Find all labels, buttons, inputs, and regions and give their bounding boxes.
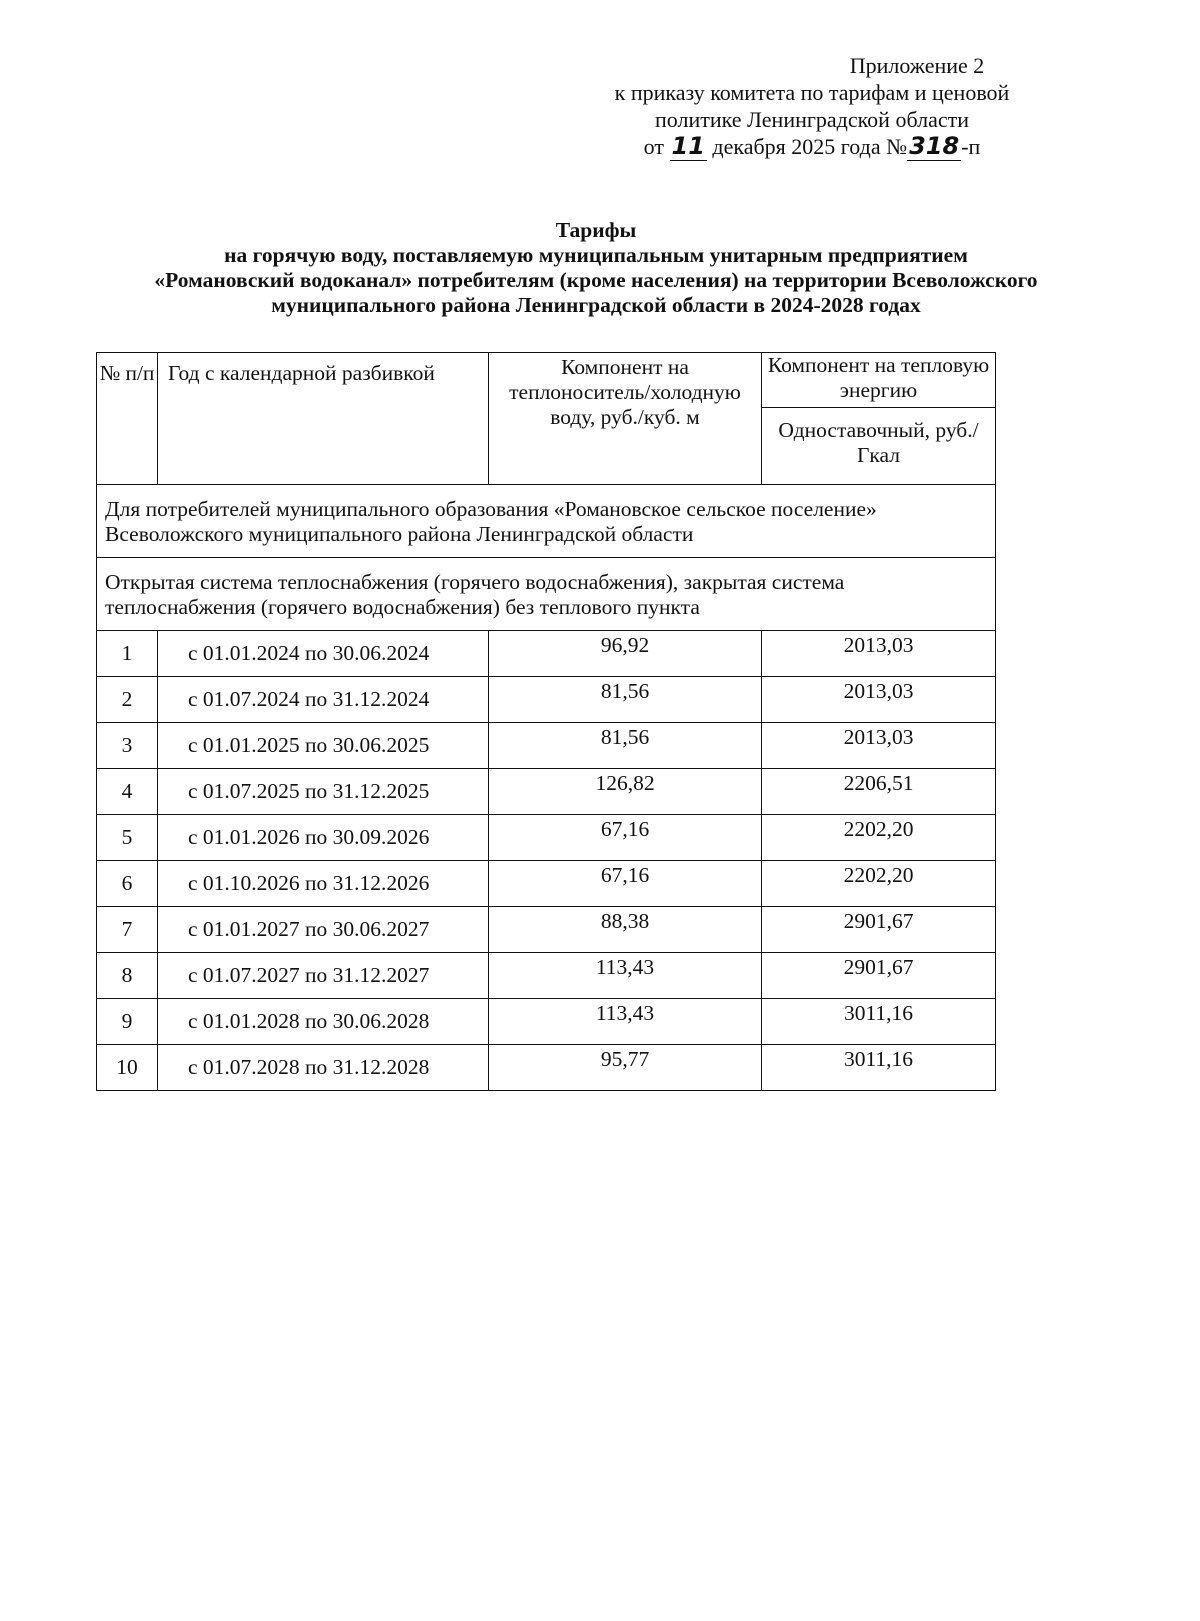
row-water-tariff xyxy=(489,907,762,953)
row-number-text: 9 xyxy=(121,1009,133,1033)
table-row xyxy=(97,999,996,1045)
row-period xyxy=(158,999,489,1045)
row-period xyxy=(158,1045,489,1091)
table-row xyxy=(97,815,996,861)
document-title xyxy=(96,218,1096,318)
row-period-text: с 01.01.2027 по 30.06.2027 xyxy=(188,917,430,941)
row-number-text: 5 xyxy=(121,825,133,849)
row-number xyxy=(97,1045,158,1091)
row-water-tariff-text: 81,56 xyxy=(600,679,650,703)
row-number xyxy=(97,769,158,815)
appendix-title: Приложение 2 xyxy=(849,53,985,78)
row-heat-tariff xyxy=(762,815,996,861)
row-heat-tariff xyxy=(762,907,996,953)
row-period xyxy=(158,953,489,999)
title-heading: Тарифы xyxy=(555,218,637,242)
row-water-tariff xyxy=(489,769,762,815)
row-period-text: с 01.07.2027 по 31.12.2027 xyxy=(188,963,430,987)
row-heat-tariff-text: 2202,20 xyxy=(843,863,914,887)
row-heat-tariff xyxy=(762,677,996,723)
row-heat-tariff-text: 3011,16 xyxy=(843,1047,914,1071)
row-heat-tariff-text: 2901,67 xyxy=(843,909,914,933)
row-period xyxy=(158,769,489,815)
row-number-text: 3 xyxy=(121,733,133,757)
row-heat-tariff-text: 2206,51 xyxy=(843,771,914,795)
row-number-text: 6 xyxy=(121,871,133,895)
table-row xyxy=(97,1045,996,1091)
row-period-text: с 01.07.2024 по 31.12.2024 xyxy=(188,687,430,711)
row-water-tariff-text: 96,92 xyxy=(600,633,650,657)
row-period-text: с 01.01.2028 по 30.06.2028 xyxy=(188,1009,430,1033)
row-number xyxy=(97,631,158,677)
row-number-text: 2 xyxy=(121,687,133,711)
row-number xyxy=(97,861,158,907)
row-water-tariff xyxy=(489,999,762,1045)
row-period-text: с 01.07.2028 по 31.12.2028 xyxy=(188,1055,430,1079)
row-heat-tariff-text: 2013,03 xyxy=(843,679,914,703)
table-row xyxy=(97,953,996,999)
row-period-text: с 01.01.2024 по 30.06.2024 xyxy=(188,641,430,665)
date-prefix: от xyxy=(643,134,664,159)
row-water-tariff xyxy=(489,953,762,999)
handwritten-day: 11 xyxy=(671,132,705,160)
row-number xyxy=(97,815,158,861)
row-period xyxy=(158,677,489,723)
table-row xyxy=(97,861,996,907)
row-water-tariff-text: 67,16 xyxy=(600,817,650,841)
section-system-type: Открытая система теплоснабжения (горячего водоснабжения), закрытая система теплоснабжения (горячего водоснабжения) без теплового пункта xyxy=(97,558,996,631)
row-water-tariff-text: 113,43 xyxy=(595,1001,655,1025)
appendix-line-2: к приказу комитета по тарифам и ценовой xyxy=(614,80,1010,105)
appendix-header xyxy=(552,52,1072,160)
row-period-text: с 01.07.2025 по 31.12.2025 xyxy=(188,779,430,803)
tariff-rows xyxy=(97,631,996,1091)
header-number: № п/п xyxy=(97,353,158,485)
title-line-1: на горячую воду, поставляемую муниципальным унитарным предприятием xyxy=(224,243,968,267)
row-water-tariff-text: 81,56 xyxy=(600,725,650,749)
row-heat-tariff-text: 3011,16 xyxy=(843,1001,914,1025)
row-heat-tariff xyxy=(762,861,996,907)
table-row xyxy=(97,907,996,953)
appendix-date-line xyxy=(552,133,1072,160)
row-number-text: 8 xyxy=(121,963,133,987)
row-heat-tariff-text: 2202,20 xyxy=(843,817,914,841)
row-heat-tariff xyxy=(762,631,996,677)
row-heat-tariff xyxy=(762,1045,996,1091)
table-header-row xyxy=(97,353,996,408)
row-water-tariff xyxy=(489,815,762,861)
header-heat-component: Компонент на тепловую энергию xyxy=(762,353,996,408)
row-water-tariff-text: 88,38 xyxy=(600,909,650,933)
row-number xyxy=(97,677,158,723)
row-water-tariff-text: 95,77 xyxy=(600,1047,650,1071)
row-water-tariff xyxy=(489,861,762,907)
row-period-text: с 01.01.2025 по 30.06.2025 xyxy=(188,733,430,757)
row-heat-tariff-text: 2013,03 xyxy=(843,725,914,749)
row-water-tariff xyxy=(489,631,762,677)
date-middle: декабря 2025 года № xyxy=(712,134,908,159)
row-water-tariff xyxy=(489,1045,762,1091)
row-number xyxy=(97,907,158,953)
row-period xyxy=(158,631,489,677)
table-row xyxy=(97,723,996,769)
title-line-2: «Романовский водоканал» потребителям (кроме населения) на территории Всеволожского xyxy=(154,268,1038,292)
row-heat-tariff-text: 2901,67 xyxy=(843,955,914,979)
header-heat-single-rate: Одноставочный, руб./Гкал xyxy=(762,408,996,485)
row-period-text: с 01.01.2026 по 30.09.2026 xyxy=(188,825,430,849)
row-heat-tariff xyxy=(762,769,996,815)
row-water-tariff-text: 126,82 xyxy=(595,771,655,795)
row-number-text: 10 xyxy=(116,1055,138,1079)
table-row xyxy=(97,677,996,723)
row-period xyxy=(158,723,489,769)
row-number xyxy=(97,999,158,1045)
title-line-3: муниципального района Ленинградской области в 2024-2028 годах xyxy=(271,293,921,317)
appendix-line-3: политике Ленинградской области xyxy=(654,107,969,132)
table-row xyxy=(97,631,996,677)
row-heat-tariff xyxy=(762,999,996,1045)
row-water-tariff-text: 113,43 xyxy=(595,955,655,979)
row-period-text: с 01.10.2026 по 31.12.2026 xyxy=(188,871,430,895)
row-period xyxy=(158,815,489,861)
row-water-tariff xyxy=(489,723,762,769)
row-number-text: 7 xyxy=(121,917,133,941)
handwritten-order-number: 318 xyxy=(909,132,960,160)
section-row-system xyxy=(97,558,996,631)
row-heat-tariff-text: 2013,03 xyxy=(843,633,914,657)
section-municipality: Для потребителей муниципального образования «Романовское сельское поселение» Всеволожского муниципального района Ленинградской области xyxy=(97,485,996,558)
header-period: Год с календарной разбивкой xyxy=(158,353,489,485)
row-water-tariff xyxy=(489,677,762,723)
row-period xyxy=(158,861,489,907)
row-heat-tariff xyxy=(762,723,996,769)
row-number-text: 1 xyxy=(121,641,133,665)
row-period xyxy=(158,907,489,953)
tariff-table xyxy=(96,352,996,1091)
table-row xyxy=(97,769,996,815)
row-heat-tariff xyxy=(762,953,996,999)
row-water-tariff-text: 67,16 xyxy=(600,863,650,887)
header-water-component: Компонент на теплоноситель/холодную воду, руб./куб. м xyxy=(489,353,762,485)
order-suffix: -п xyxy=(961,134,981,159)
section-row-municipality xyxy=(97,485,996,558)
row-number xyxy=(97,953,158,999)
row-number xyxy=(97,723,158,769)
row-number-text: 4 xyxy=(121,779,133,803)
